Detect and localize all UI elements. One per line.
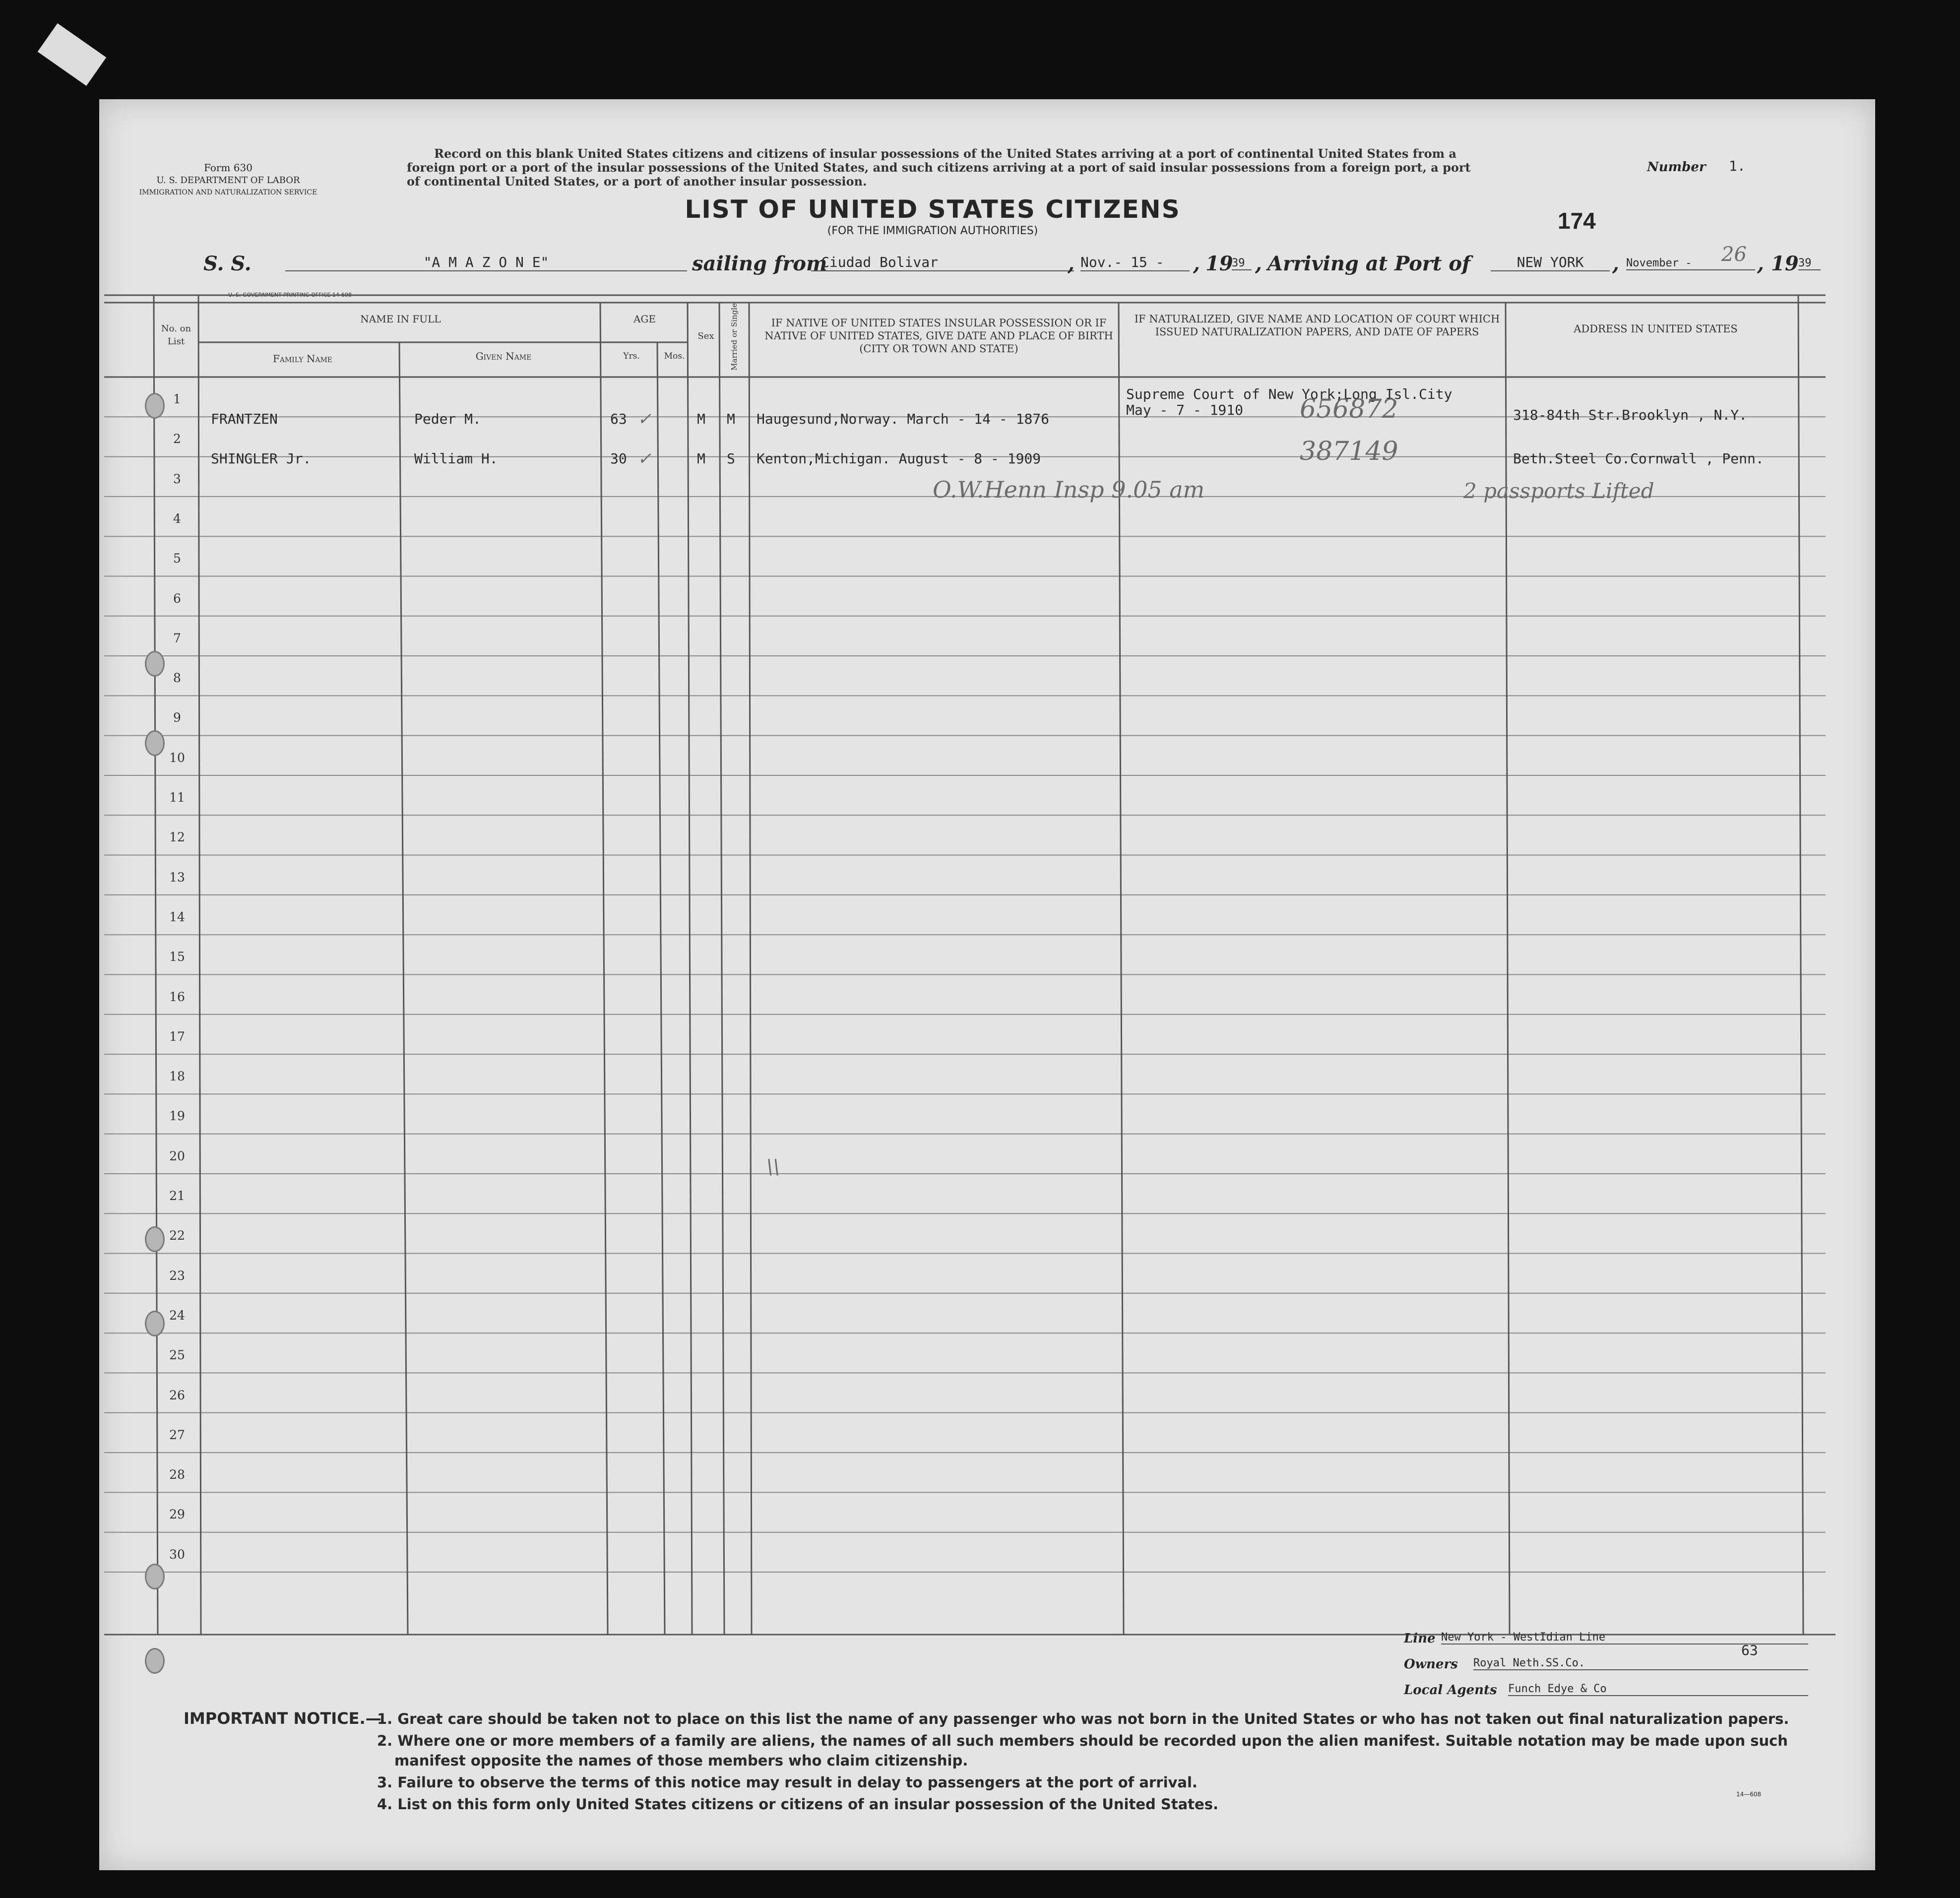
married-header: Married or Single	[730, 303, 739, 371]
passports-annotation: 2 passports Lifted	[1463, 479, 1654, 503]
naturalized-header: IF NATURALIZED, GIVE NAME AND LOCATION OF COURT WHICH ISSUED NATURALIZATION PAPERS, AND DATE OF PAPERS	[1134, 313, 1500, 338]
row-number: 2	[173, 432, 181, 446]
binder-hole	[145, 393, 165, 419]
row-number: 20	[169, 1148, 185, 1163]
row-number: 17	[169, 1029, 185, 1044]
ship-name: "A M A Z O N E"	[285, 254, 687, 271]
department: U. S. DEPARTMENT OF LABOR	[156, 175, 300, 186]
notice-item-3: 3. Failure to observe the terms of this notice may result in delay to passengers at the port of arrival.	[377, 1774, 1198, 1791]
binder-hole	[145, 1311, 165, 1336]
number-value: 1.	[1729, 158, 1746, 174]
line-value: New York - WestIdian Line	[1441, 1631, 1808, 1645]
check-mark: ✓	[637, 409, 652, 429]
given-name-header: Given Name	[475, 350, 532, 362]
row-number: 27	[169, 1427, 185, 1442]
departure-year-prefix: 19	[1205, 252, 1233, 275]
notice-item-4: 4. List on this form only United States citizens or citizens of an insular possession of the United States.	[377, 1796, 1218, 1813]
row-number: 14	[169, 909, 185, 924]
row-number: 21	[169, 1189, 185, 1203]
sex-header: Sex	[697, 331, 714, 341]
stamp-number: 174	[1558, 208, 1596, 234]
age-header: AGE	[633, 313, 656, 325]
row-number: 11	[169, 790, 185, 805]
arrival-port: NEW YORK	[1491, 254, 1610, 271]
inspector-annotation: O.W.Henn Insp 9.05 am	[933, 476, 1205, 503]
page-number: 63	[1741, 1642, 1758, 1658]
binder-hole	[145, 651, 165, 677]
notice-item-2-cont: manifest opposite the names of those members who claim citizenship.	[394, 1752, 968, 1769]
row-number: 26	[169, 1388, 185, 1402]
stray-mark: \\	[766, 1156, 780, 1179]
entry-1-family-name: FRANTZEN	[211, 411, 278, 427]
page-title: LIST OF UNITED STATES CITIZENS	[685, 195, 1181, 224]
arrival-year: 39	[1798, 257, 1821, 270]
arrival-month: November -	[1626, 257, 1755, 270]
family-name-header: Family Name	[272, 353, 333, 365]
line-label: Line	[1404, 1631, 1436, 1646]
departure-year: 39	[1232, 257, 1252, 270]
departure-port: Ciudad Bolivar	[811, 254, 1074, 271]
arriving-label: Arriving at Port of	[1267, 252, 1471, 275]
row-number: 12	[169, 830, 185, 845]
row-number: 24	[169, 1308, 185, 1323]
manifest-page	[99, 99, 1875, 1870]
entry-2-age: 30	[610, 450, 627, 467]
row-number: 23	[169, 1268, 185, 1283]
entry-1-certificate: 656872	[1300, 394, 1398, 424]
col-no-header: No. on List	[161, 323, 191, 347]
row-number: 18	[169, 1069, 185, 1084]
entry-2-given-name: William H.	[414, 450, 498, 467]
owners-value: Royal Neth.SS.Co.	[1473, 1657, 1808, 1670]
arrival-day: 26	[1721, 243, 1747, 266]
entry-2-certificate: 387149	[1300, 437, 1398, 466]
check-mark: ✓	[637, 449, 652, 469]
number-label: Number	[1647, 160, 1706, 175]
mos-header: Mos.	[664, 351, 685, 361]
entry-1-sex: M	[697, 411, 705, 427]
comma-2: ,	[1193, 252, 1200, 275]
row-number: 5	[173, 551, 181, 566]
row-number: 16	[169, 989, 185, 1004]
entry-1-court-date: May - 7 - 1910	[1126, 402, 1244, 418]
paper-scrap	[38, 23, 106, 86]
row-number: 6	[173, 591, 181, 606]
binder-hole	[145, 1564, 165, 1589]
service: IMMIGRATION AND NATURALIZATION SERVICE	[139, 189, 317, 196]
comma-1: ,	[1068, 252, 1075, 275]
entry-1-given-name: Peder M.	[414, 411, 481, 427]
entry-2-address: Beth.Steel Co.Cornwall , Penn.	[1513, 450, 1764, 467]
entry-2-family-name: SHINGLER Jr.	[211, 450, 312, 467]
birth-header: IF NATIVE OF UNITED STATES INSULAR POSSESSION OR IF NATIVE OF UNITED STATES, GIVE DATE AND PLACE OF BIRTH (CITY OR TOWN AND STATE)	[764, 317, 1113, 355]
entry-2-marital: S	[727, 450, 735, 467]
notice-item-1: 1. Great care should be taken not to place on this list the name of any passenger who was not born in the United States or who has not taken out final naturalization papers.	[377, 1710, 1789, 1727]
form-number: Form 630	[204, 162, 253, 174]
row-number: 3	[173, 471, 181, 486]
row-number: 30	[169, 1547, 185, 1562]
ss-label: S. S.	[203, 252, 252, 275]
arrival-year-prefix: 19	[1771, 252, 1799, 275]
row-number: 9	[173, 710, 181, 725]
agents-label: Local Agents	[1404, 1683, 1497, 1698]
row-number: 29	[169, 1507, 185, 1522]
row-number: 19	[169, 1109, 185, 1124]
preamble-line-1: Record on this blank United States citizens and citizens of insular possessions of the United States arriving at a port of continental United States from a	[434, 146, 1456, 161]
entry-1-age: 63	[610, 411, 627, 427]
departure-date: Nov.- 15 -	[1080, 254, 1190, 271]
preamble-line-3: of continental United States, or a port of another insular possession.	[407, 174, 867, 189]
comma-3: ,	[1255, 252, 1262, 275]
row-number: 28	[169, 1467, 185, 1482]
row-number: 1	[173, 392, 181, 406]
entry-2-sex: M	[697, 450, 705, 467]
row-number: 10	[169, 750, 185, 765]
row-number: 4	[173, 511, 181, 526]
notice-heading: IMPORTANT NOTICE.—	[184, 1709, 381, 1728]
agents-value: Funch Edye & Co	[1508, 1683, 1808, 1696]
preamble-line-2: foreign port or a port of the insular possessions of the United States, and such citizens arriving at a port of said insular possessions from a foreign port, a port	[407, 160, 1471, 175]
entry-1-address: 318-84th Str.Brooklyn , N.Y.	[1513, 407, 1748, 423]
row-number: 13	[169, 870, 185, 885]
notice-item-2: 2. Where one or more members of a family are aliens, the names of all such members should be recorded upon the alien manifest. Suitable notation may be made upon such	[377, 1732, 1788, 1749]
entry-1-birth: Haugesund,Norway. March - 14 - 1876	[757, 411, 1050, 427]
entry-1-court: Supreme Court of New York;Long Isl.City	[1126, 386, 1453, 402]
owners-label: Owners	[1404, 1657, 1458, 1672]
name-in-full-header: NAME IN FULL	[360, 313, 441, 325]
row-number: 22	[169, 1228, 185, 1243]
address-header: ADDRESS IN UNITED STATES	[1574, 323, 1738, 335]
row-number: 8	[173, 671, 181, 686]
comma-5: ,	[1757, 252, 1764, 275]
yrs-header: Yrs.	[623, 351, 640, 361]
entry-1-marital: M	[727, 411, 735, 427]
page-subtitle: (FOR THE IMMIGRATION AUTHORITIES)	[827, 225, 1038, 237]
binder-hole	[145, 1226, 165, 1252]
row-number: 25	[169, 1348, 185, 1363]
row-number: 7	[173, 631, 181, 645]
binder-hole	[145, 730, 165, 756]
sailing-from-label: sailing from	[692, 252, 827, 275]
form-code: 14—608	[1736, 1791, 1762, 1798]
entry-2-birth: Kenton,Michigan. August - 8 - 1909	[757, 450, 1041, 467]
printing-office: U. S. GOVERNMENT PRINTING OFFICE 14-608	[228, 292, 352, 298]
binder-hole	[145, 1648, 165, 1674]
row-number: 15	[169, 949, 185, 964]
comma-4: ,	[1612, 252, 1619, 275]
